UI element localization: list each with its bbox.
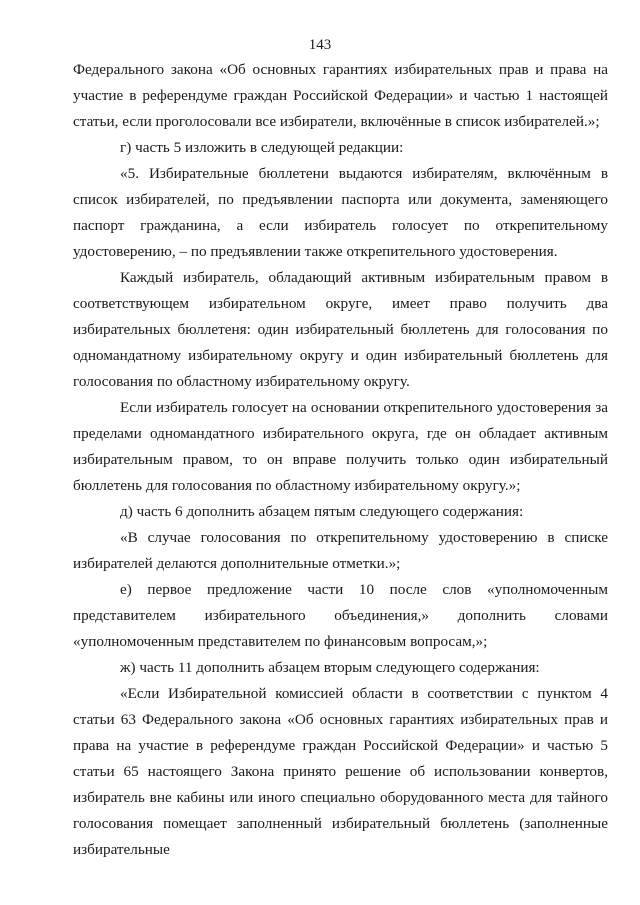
document-body [73, 57, 608, 863]
paragraph-4: Каждый избиратель, обладающий активным избирательным правом в соответствующем избирательном округе, имеет право получить два избирательных бюллетеня: один избирательный бюллетень для голосования по одномандатному избирательному округу и один избирательный бюллетень для голосования по областному избирательному округу. [73, 269, 608, 390]
paragraph-5: Если избиратель голосует на основании открепительного удостоверения за пределами одномандатного избирательного округа, где он обладает активным избирательным правом, то он вправе получить только один избирательный бюллетень для голосования по областному избирательному округу.»; [73, 399, 608, 494]
paragraph-1: Федерального закона «Об основных гарантиях избирательных прав и права на участие в референдуме граждан Российской Федерации» и частью 1 настоящей статьи, если проголосовали все избиратели, включённые в список избирателей.»; [73, 61, 608, 130]
paragraph-7: «В случае голосования по открепительному удостоверению в списке избирателей делаются дополнительные отметки.»; [73, 529, 608, 572]
paragraph-2: г) часть 5 изложить в следующей редакции: [120, 139, 404, 156]
paragraph-6: д) часть 6 дополнить абзацем пятым следующего содержания: [120, 503, 524, 520]
paragraph-9: ж) часть 11 дополнить абзацем вторым следующего содержания: [120, 659, 540, 676]
paragraph-8: е) первое предложение части 10 после слов «уполномоченным представителем избирательного объединения,» дополнить словами «уполномоченным представителем по финансовым вопросам,»; [73, 581, 608, 650]
page-number: 143 [308, 37, 332, 53]
paragraph-10: «Если Избирательной комиссией области в соответствии с пунктом 4 статьи 63 Федерального закона «Об основных гарантиях избирательных прав и права на участие в референдуме граждан Российской Федерации» и частью 5 статьи 65 настоящего Закона принято решение об использовании конвертов, избиратель вне кабины или иного специально оборудованного места для тайного голосования помещает заполненный избирательный бюллетень (заполненные избирательные [73, 685, 608, 858]
paragraph-3: «5. Избирательные бюллетени выдаются избирателям, включённым в список избирателей, по предъявлении паспорта или документа, заменяющего паспорт гражданина, а если избиратель голосует по открепительному удостоверению, – по предъявлении также открепительного удостоверения. [73, 165, 608, 260]
